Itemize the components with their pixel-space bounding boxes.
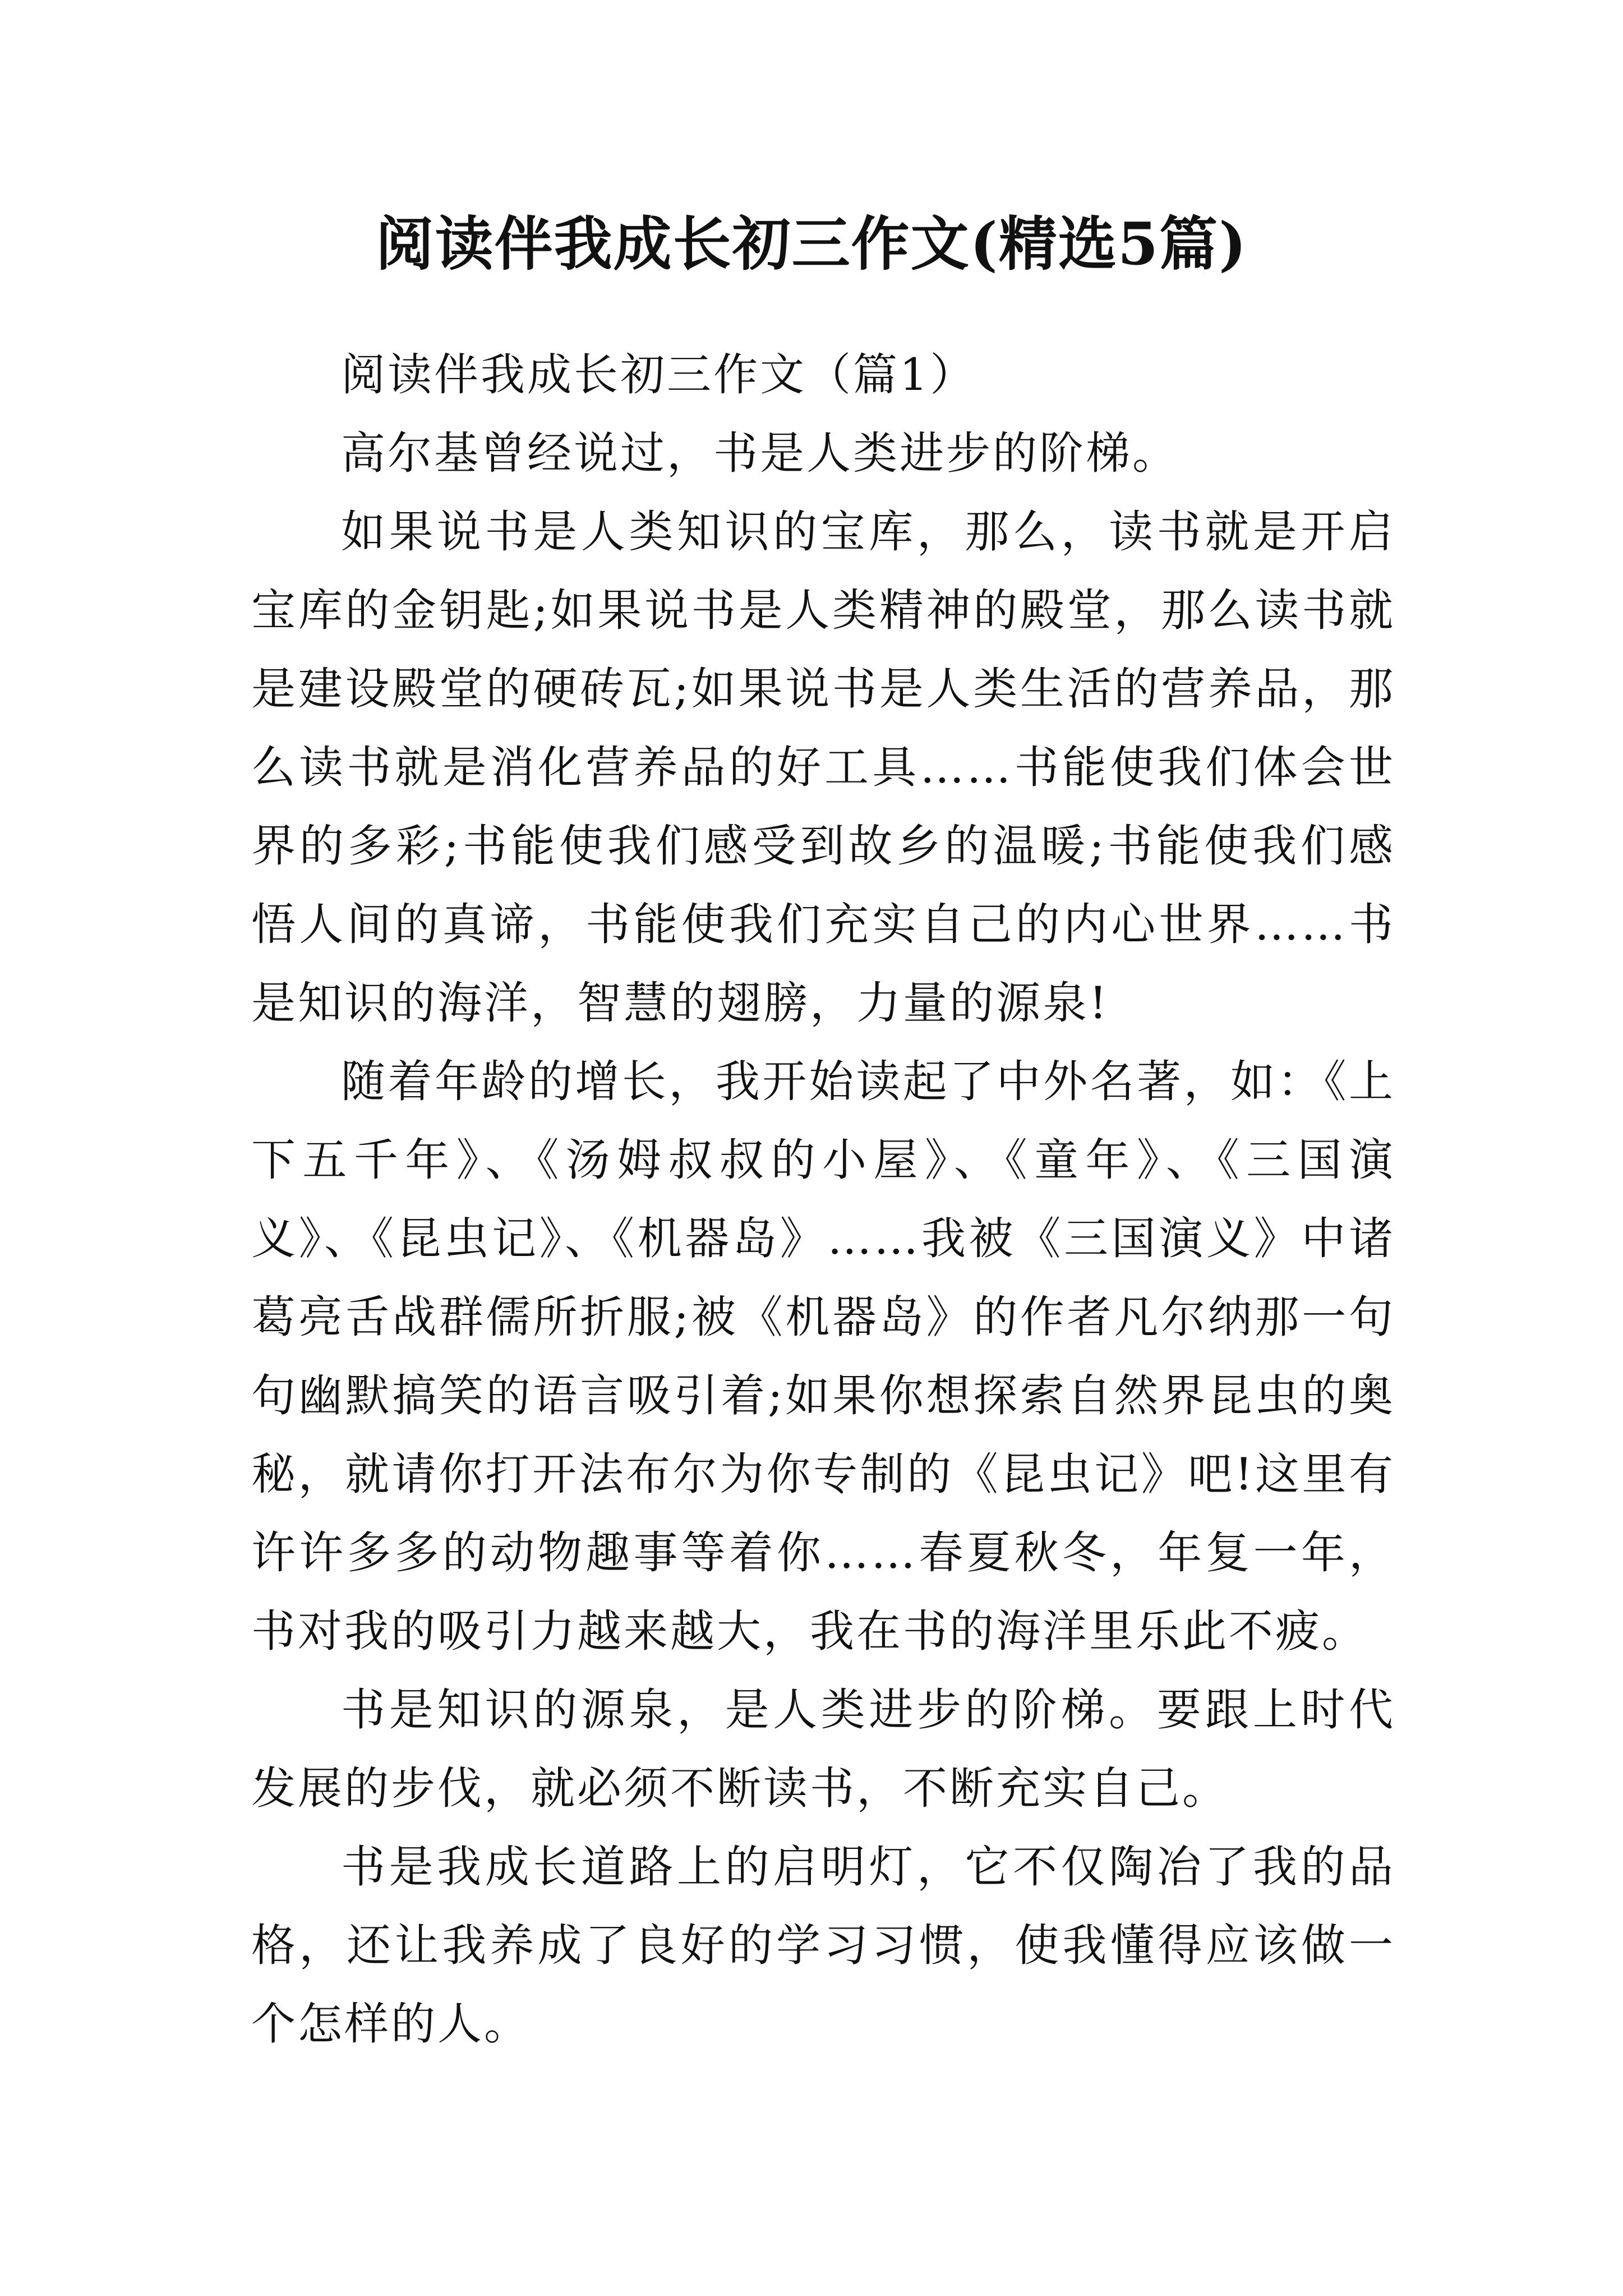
paragraph: 如果说书是人类知识的宝库，那么，读书就是开启宝库的金钥匙;如果说书是人类精神的殿堂，那么读书就是建设殿堂的硬砖瓦;如果说书是人类生活的营养品，那么读书就是消化营养品的好工具……书能使我们体会世界的多彩;书能使我们感受到故乡的温暖;书能使我们感悟人间的真谛，书能使我们充实自己的内心世界……书是知识的海洋，智慧的翅膀，力量的源泉! <box>251 506 1395 1029</box>
paragraph: 书是我成长道路上的启明灯，它不仅陶冶了我的品格，还让我养成了良好的学习习惯，使我懂得应该做一个怎样的人。 <box>251 1841 1395 2050</box>
section-heading: 阅读伴我成长初三作文（篇1） <box>341 349 977 401</box>
paragraph: 随着年龄的增长，我开始读起了中外名著，如：《上下五千年》、《汤姆叔叔的小屋》、《童年》、《三国演义》、《昆虫记》、《机器岛》……我被《三国演义》中诸葛亮舌战群儒所折服;被《机器岛》的作者凡尔纳那一句句幽默搞笑的语言吸引着;如果你想探索自然界昆虫的奥秘，就请你打开法布尔为你专制的《昆虫记》吧!这里有许许多多的动物趣事等着你……春夏秋冬，年复一年，书对我的吸引力越来越大，我在书的海洋里乐此不疲。 <box>251 1056 1395 1657</box>
paragraph: 书是知识的源泉，是人类进步的阶梯。要跟上时代发展的步伐，就必须不断读书，不断充实自己。 <box>251 1684 1395 1814</box>
document-title: 阅读伴我成长初三作文(精选5篇) <box>375 209 1248 278</box>
document-body <box>251 335 1395 2063</box>
paragraph: 高尔基曾经说过，书是人类进步的阶梯。 <box>341 427 1179 479</box>
